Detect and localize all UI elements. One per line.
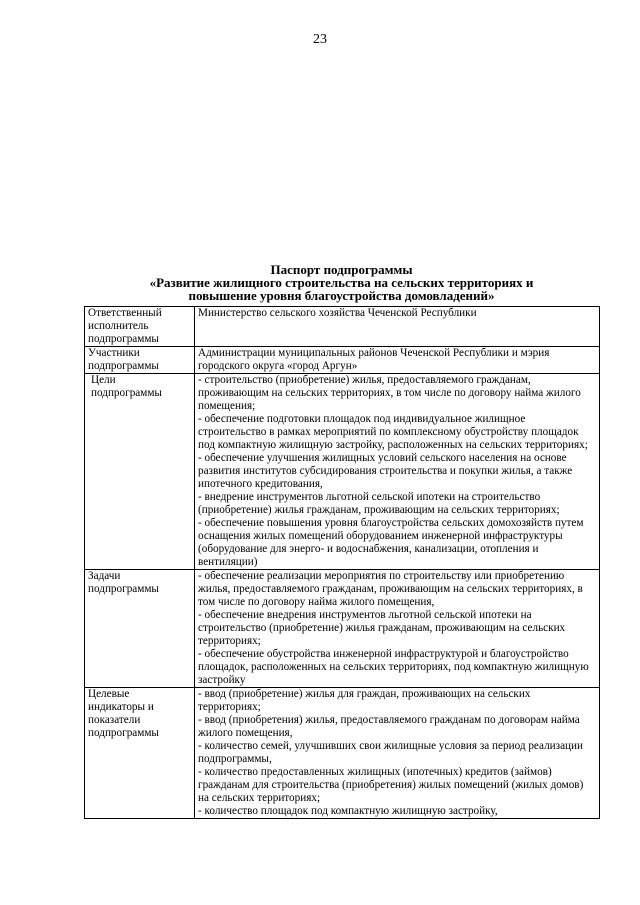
row-label: Цели подпрограммы xyxy=(85,374,195,570)
table-row-responsible xyxy=(85,307,600,347)
table-row-goals xyxy=(85,374,600,570)
title-line-3: повышение уровня благоустройства домовладений» xyxy=(188,288,495,303)
content-item: - обеспечение реализации мероприятия по строительству или приобретению жилья, предоставляемого гражданам, проживающим на сельских территориях, в том числе по договору найма жилого помещения, xyxy=(198,570,583,608)
passport-table xyxy=(84,306,600,819)
content-item: - строительство (приобретение) жилья, предоставляемого гражданам, проживающим на сельских территориях, в том числе по договору найма жилого помещения; xyxy=(198,374,581,412)
row-label: Целевые индикаторы и показатели подпрограммы xyxy=(85,688,195,819)
content-item: Министерство сельского хозяйства Чеченской Республики xyxy=(198,307,477,319)
content-item: - количество семей, улучшивших свои жилищные условия за период реализации подпрограммы, xyxy=(198,740,584,765)
passport-title xyxy=(84,263,599,302)
row-content xyxy=(195,688,600,819)
row-label: Участники подпрограммы xyxy=(85,347,195,374)
content-item: - обеспечение подготовки площадок под индивидуальное жилищное строительство в рамках мероприятий по комплексному обустройству площадок под компактную жилищную застройку, расположенных на сельских территориях; xyxy=(198,413,588,451)
row-content xyxy=(195,374,600,570)
table-row-participants xyxy=(85,347,600,374)
content-item: Администрации муниципальных районов Чеченской Республики и мэрия городского округа «город Аргун» xyxy=(198,347,550,372)
content-item: - внедрение инструментов льготной сельской ипотеки на строительство (приобретение) жилья гражданам, проживающим на сельских территориях; xyxy=(198,491,560,516)
row-content xyxy=(195,347,600,374)
content-item: - количество предоставленных жилищных (ипотечных) кредитов (займов) гражданам для строительства (приобретения) жилых помещений (жилых домов) на сельских территориях; xyxy=(198,766,584,804)
table-row-indicators xyxy=(85,688,600,819)
content-item: - обеспечение повышения уровня благоустройства сельских домохозяйств путем оснащения жилых помещений оборудованием инженерной инфраструктуры (оборудование для энерго- и водоснабжения, канализации, отопления и вентиляции) xyxy=(198,517,584,568)
content-item: - обеспечение обустройства инженерной инфраструктурой и благоустройство площадок, расположенных на сельских территориях, под компактную жилищную застройку xyxy=(198,648,589,686)
table-row-tasks xyxy=(85,570,600,688)
row-label: Задачи подпрограммы xyxy=(85,570,195,688)
content-item: - ввод (приобретения) жилья, предоставляемого гражданам по договорам найма жилого помещения, xyxy=(198,714,580,739)
row-content xyxy=(195,307,600,347)
content-item: - обеспечение улучшения жилищных условий сельского населения на основе развития институтов субсидирования строительства и покупки жилья, а также ипотечного кредитования, xyxy=(198,452,573,490)
row-content xyxy=(195,570,600,688)
content-item: - ввод (приобретение) жилья для граждан, проживающих на сельских территориях; xyxy=(198,688,531,713)
title-line-1: Паспорт подпрограммы xyxy=(270,262,413,277)
content-item: - обеспечение внедрения инструментов льготной сельской ипотеки на строительство (приобретение) жилья гражданам, проживающим на сельских территориях; xyxy=(198,609,566,647)
page-number: 23 xyxy=(313,32,327,47)
title-line-2: «Развитие жилищного строительства на сельских территориях и xyxy=(149,275,534,290)
row-label: Ответственный исполнитель подпрограммы xyxy=(85,307,195,347)
content-item: - количество площадок под компактную жилищную застройку, xyxy=(198,805,498,817)
